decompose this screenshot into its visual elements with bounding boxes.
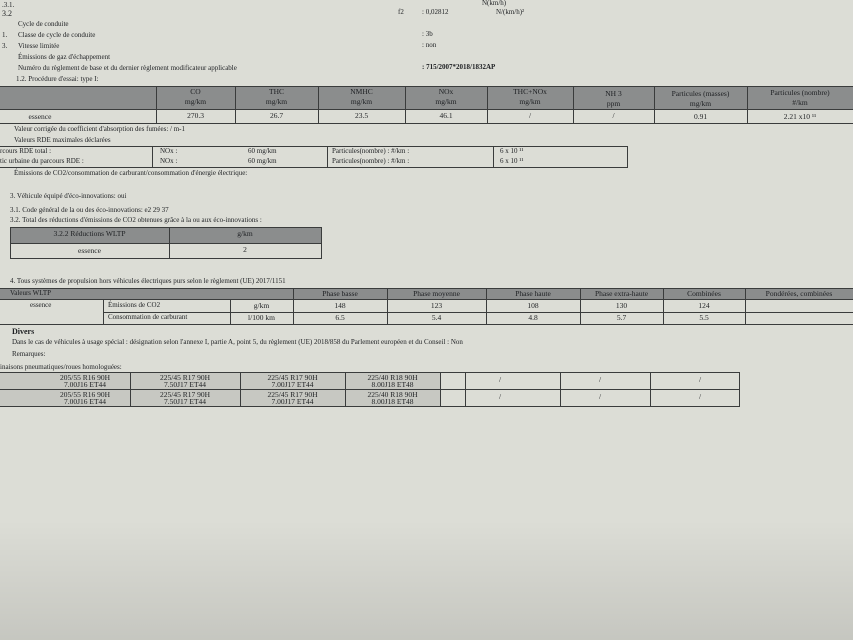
col-co: CO [190,87,201,96]
rde-total-pn-label: Particules(nombre) : #/km : [332,147,410,155]
tire-r2-c4-rim: 8.00J18 ET48 [371,397,414,406]
tire-r2-c2-size: 225/45 R17 90H [159,390,210,399]
rde-urban-pn-value: 6 x 10 ¹¹ [500,157,524,165]
co2-extra-haute: 130 [615,301,628,310]
col-nox: NOx [438,87,454,96]
rde-urban-nox-value: 60 mg/km [248,157,277,165]
vitesse-value: : non [422,41,437,49]
section-number: 3.2 [2,9,12,18]
tire-r1-c2-size: 225/45 R17 90H [159,373,210,382]
fuel-basse: 6.5 [335,313,345,322]
eco-table-header: 3.2.2 Réductions WLTP [53,229,126,238]
tire-r2-slash-2: / [598,392,602,401]
tire-r2-c3-size: 225/45 R17 90H [267,390,318,399]
top-right-unit: N(km/h) [482,0,507,7]
rde-urban-pn-label: Particules(nombre) : #/km : [332,157,410,165]
fuel-row-label: Consommation de carburant [108,313,188,321]
fumes-label: Valeur corrigée du coefficient d'absorption des fumées: / m-1 [14,125,186,133]
reglement-label: Numéro du règlement de base et du dernier règlement modificateur applicable [18,64,237,72]
co2-haute: 108 [527,301,539,310]
eco-row-value: 2 [243,245,247,254]
tire-r2-c3-rim: 7.00J17 ET44 [271,397,314,406]
co2-basse: 148 [334,301,346,310]
fuel-haute: 4.8 [528,313,538,322]
tire-r1-slash-2: / [598,375,602,384]
eco-table-unit: g/km [237,229,253,238]
rde-total-nox-value: 60 mg/km [248,147,277,155]
tire-r1-c3-rim: 7.00J17 ET44 [271,380,314,389]
value-co: 270.3 [187,111,204,120]
value-nh3: / [612,111,615,120]
value-thc-nox: / [528,111,532,120]
fuel-combinees: 5.5 [699,313,709,322]
co2-row-label: Émissions de CO2 [108,301,161,309]
col-thc-nox: THC+NOx [513,87,547,96]
fuel-extra-haute: 5.7 [616,313,627,322]
value-pm-mass: 0.91 [693,112,708,121]
co2-combinees: 124 [698,301,710,310]
co2-note: Émissions de CO2/consommation de carburant/consommation d'énergie électrique: [14,169,248,177]
wltp-values-label: Valeurs WLTP [10,289,52,297]
tire-r1-c1-size: 205/55 R16 90H [59,373,110,382]
value-thc: 26.7 [269,111,284,120]
phase-basse-header: Phase basse [322,289,358,298]
vitesse-num: 3. [2,42,8,50]
wltp-title: 4. Tous systèmes de propulsion hors véhicules électriques purs selon le règlement (UE) 2017/1151 [10,277,286,285]
col-pn-unit: #/km [792,98,808,107]
tires-title: inaisons pneumatiques/roues homologuées: [0,363,122,371]
eco-row-label: essence [78,246,101,255]
col-co-unit: mg/km [184,97,207,106]
divers-title: Divers [12,327,35,336]
col-nh3-unit: ppm [606,99,621,108]
f2-label: f2 [398,8,404,16]
eco-equipped: 3. Véhicule équipé d'éco-innovations: oui [10,192,127,200]
tire-r2-slash-1: / [498,392,502,401]
tire-r2-slash-3: / [698,392,702,401]
col-nmhc-unit: mg/km [350,97,373,106]
rde-declared-label: Valeurs RDE maximales déclarées [14,136,111,144]
col-pn: Particules (nombre) [770,88,830,97]
rde-urban-nox-label: NOx : [160,157,178,165]
tire-r1-c3-size: 225/45 R17 90H [267,373,318,382]
tire-r1-c2-rim: 7.50J17 ET44 [163,380,207,389]
col-nh3: NH 3 [605,89,622,98]
value-pn: 2.21 x10 ¹¹ [783,112,817,121]
phase-moyenne-header: Phase moyenne [413,289,460,298]
tire-r1-c1-rim: 7.00J16 ET44 [63,380,107,389]
col-nmhc: NMHC [350,87,373,96]
value-nmhc: 23.5 [354,111,369,120]
tire-r2-c4-size: 225/40 R18 90H [367,390,418,399]
col-thc: THC [269,87,284,96]
eco-total: 3.2. Total des réductions d'émissions de CO2 obtenues grâce à la ou aux éco-innovations : [10,216,262,224]
col-thc-nox-unit: mg/km [519,97,541,106]
col-nox-unit: mg/km [435,97,457,106]
col-thc-unit: mg/km [265,97,288,106]
tire-r2-c1-size: 205/55 R16 90H [59,390,110,399]
phase-extra-haute-header: Phase extra-haute [594,289,649,298]
phase-haute-header: Phase haute [515,289,551,298]
procedure-label: 1.2. Procédure d'essai: type I: [16,75,99,83]
fuel-moyenne: 5.4 [431,313,442,322]
tire-r1-slash-3: / [698,375,702,384]
f2-unit: N/(km/h)² [496,8,525,16]
divers-remarks: Remarques: [12,350,46,358]
reglement-value: : 715/2007*2018/1832AP [422,63,496,71]
combinees-header: Combinées [687,289,721,298]
tire-r1-c4-size: 225/40 R18 90H [367,373,418,382]
classe-label: Classe de cycle de conduite [18,31,96,39]
wltp-fuel: essence [30,301,52,309]
rde-urban-label: tic urbaine du parcours RDE : [0,157,84,165]
divers-special: Dans le cas de véhicules à usage spécial : désignation selon l'annexe I, partie A, point 5, du règlement (UE) 2018/858 du Parlement européen et du Conseil : Non [12,338,463,346]
classe-num: 1. [2,31,8,39]
col-pm-mass: Particules (masses) [671,89,730,98]
eco-code: 3.1. Code général de la ou des éco-innovations: e2 29 37 [10,206,169,214]
rde-total-label: rcours RDE total : [0,147,52,155]
tire-r2-c2-rim: 7.50J17 ET44 [163,397,207,406]
col-pm-mass-unit: mg/km [689,99,712,108]
ponderees-header: Pondérées, combinées [765,289,833,298]
rde-total-nox-label: NOx : [160,147,178,155]
value-nox: 46.1 [439,111,453,120]
cycle-label: Cycle de conduite [18,20,69,28]
section-number-faint: .3.1. [2,1,15,9]
tire-r1-c4-rim: 8.00J18 ET48 [371,380,414,389]
rde-total-pn-value: 6 x 10 ¹¹ [500,147,524,155]
classe-value: : 3b [422,30,433,38]
fuel-row-unit: l/100 km [248,313,275,322]
co2-row-unit: g/km [253,301,270,310]
pollutants-row-label: essence [28,112,52,121]
emissions-label: Émissions de gaz d'échappement [18,53,111,61]
tire-r1-slash-1: / [498,375,502,384]
f2-value: : 0,02812 [422,8,449,16]
tire-r2-c1-rim: 7.00J16 ET44 [63,397,107,406]
co2-moyenne: 123 [430,301,443,310]
vitesse-label: Vitesse limitée [18,42,60,50]
